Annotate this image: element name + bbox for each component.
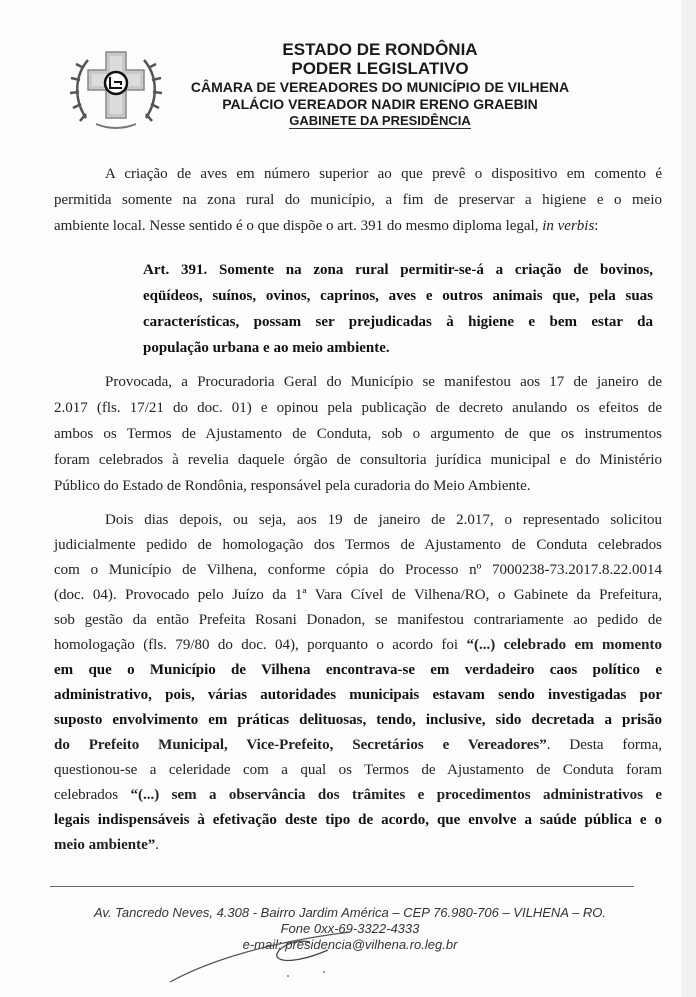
paragraph-2-line: ambos os Termos de Ajustamento de Conduta, sob o argumento de que os instrumentos: [54, 426, 662, 442]
header-state: ESTADO DE RONDÔNIA: [282, 40, 478, 59]
quote-line: características, possam ser prejudicadas à higiene e bem estar da: [143, 314, 653, 330]
header-office: GABINETE DA PRESIDÊNCIA: [289, 113, 471, 128]
paragraph-1-line: permitida somente na zona rural do município, a fim de preservar a higiene e o meio: [54, 192, 662, 208]
paragraph-3-line: Dois dias depois, ou seja, aos 19 de janeiro de 2.017, o representado solicitou: [105, 512, 662, 528]
viewer-margin: [681, 0, 696, 997]
header-chamber: CÂMARA DE VEREADORES DO MUNICÍPIO DE VILHENA: [190, 79, 570, 95]
paragraph-3-line: homologação (fls. 79/80 do doc. 04), porquanto o acordo foi “(...) celebrado em momento: [54, 637, 662, 653]
paragraph-3-line: meio ambiente”.: [54, 837, 159, 853]
paragraph-3-line: administrativo, pois, várias autoridades municipais estavam sendo investigadas por: [54, 687, 662, 703]
paragraph-1-line: A criação de aves em número superior ao que prevê o dispositivo em comento é: [105, 166, 662, 182]
paragraph-3-line: celebrados “(...) sem a observância dos trâmites e procedimentos administrativos e: [54, 787, 662, 803]
paragraph-3-line: com o Município de Vilhena, conforme cópia do Processo nº 7000238-73.2017.8.22.0014: [54, 562, 662, 578]
paragraph-3-line: judicialmente pedido de homologação dos Termos de Ajustamento de Conduta celebrados: [54, 537, 662, 553]
header-palace: PALÁCIO VEREADOR NADIR ERENO GRAEBIN: [222, 96, 538, 112]
paragraph-3-line: questionou-se a celeridade com a qual os Termos de Ajustamento de Conduta foram: [54, 762, 662, 778]
paragraph-2-line: Provocada, a Procuradoria Geral do Município se manifestou aos 17 de janeiro de: [105, 374, 662, 390]
paragraph-2-line: foram celebrados à revelia daquele órgão de consultoria jurídica municipal e do Ministério: [54, 452, 662, 468]
quote-line: Art. 391. Somente na zona rural permitir-se-á a criação de bovinos,: [143, 262, 653, 278]
paragraph-1-line: ambiente local. Nesse sentido é o que dispõe o art. 391 do mesmo diploma legal, in verbis:: [54, 218, 599, 234]
paragraph-3-line: (doc. 04). Provocado pelo Juízo da 1ª Vara Cível de Vilhena/RO, o Gabinete da Prefeitura,: [54, 587, 662, 603]
quote-line: população urbana e ao meio ambiente.: [143, 340, 390, 356]
paragraph-2-line: Público do Estado de Rondônia, responsável pela curadoria do Meio Ambiente.: [54, 478, 531, 494]
header-power: PODER LEGISLATIVO: [291, 59, 469, 78]
paragraph-3-line: em que o Município de Vilhena encontrava-se em verdadeiro caos político e: [54, 662, 662, 678]
paragraph-3-line: sob gestão da então Prefeita Rosani Donadon, se manifestou contrariamente ao pedido de: [54, 612, 662, 628]
handwritten-signature-icon: [160, 930, 360, 990]
footer-phone: Fone 0xx-69-3322-4333: [280, 921, 420, 936]
footer-email: e-mail: presidencia@vilhena.ro.leg.br: [242, 937, 458, 952]
quote-line: eqüídeos, suínos, ovinos, caprinos, aves e outros animais que, pela suas: [143, 288, 653, 304]
paragraph-3-line: do Prefeito Municipal, Vice-Prefeito, Secretários e Vereadores”. Desta forma,: [54, 737, 662, 753]
footer-address: Av. Tancredo Neves, 4.308 - Bairro Jardim América – CEP 76.980-706 – VILHENA – RO.: [93, 905, 607, 920]
paragraph-2-line: 2.017 (fls. 17/21 do doc. 01) e opinou pela publicação de decreto anulando os efeitos de: [54, 400, 662, 416]
paragraph-3-line: legais indispensáveis à efetivação deste tipo de acordo, que envolve a saúde pública e o: [54, 812, 662, 828]
municipal-seal-icon: [66, 38, 166, 136]
paragraph-3-line: suposto envolvimento em práticas delituosas, tendo, inclusive, sido decretada a prisão: [54, 712, 662, 728]
footer-divider: [50, 886, 634, 887]
